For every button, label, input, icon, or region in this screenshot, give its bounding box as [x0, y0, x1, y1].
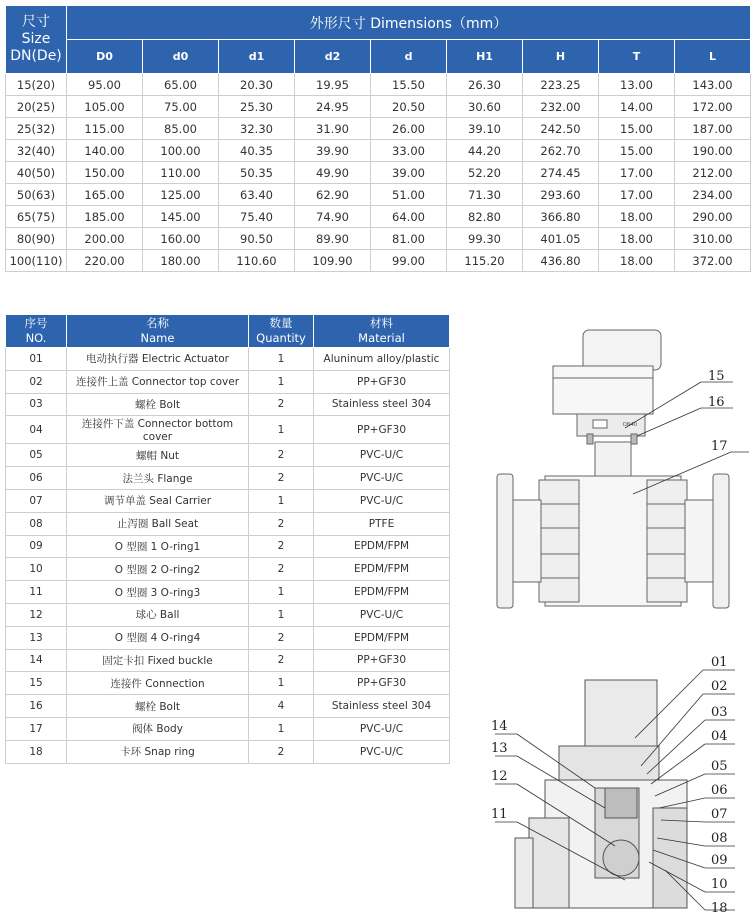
- dim-cell: 33.00: [371, 140, 447, 162]
- dim-cell: 75.00: [143, 96, 219, 118]
- dim-cell: 290.00: [675, 206, 751, 228]
- part-material-cell: PP+GF30: [314, 672, 450, 695]
- part-no-cell: 12: [6, 603, 67, 626]
- callout-02: 02: [711, 679, 728, 694]
- dim-cell: 31.90: [295, 118, 371, 140]
- part-qty-cell: 1: [249, 489, 314, 512]
- callout-11: 11: [491, 807, 508, 822]
- part-material-cell: PP+GF30: [314, 649, 450, 672]
- parts-col-header: [67, 315, 249, 348]
- part-material-cell: EPDM/FPM: [314, 581, 450, 604]
- parts-table-body: [6, 348, 450, 764]
- part-material-cell: Aluninum alloy/plastic: [314, 348, 450, 371]
- dim-col-header: d: [371, 40, 447, 74]
- part-name-cell: 卡环 Snap ring: [67, 740, 249, 763]
- part-name-cell: O 型圈 4 O-ring4: [67, 626, 249, 649]
- dim-cell: 32.30: [219, 118, 295, 140]
- part-qty-cell: 1: [249, 370, 314, 393]
- part-name-cell: 电动执行器 Electric Actuator: [67, 348, 249, 371]
- header-line-zh: 数量: [269, 316, 293, 330]
- dim-cell: 63.40: [219, 184, 295, 206]
- part-material-cell: EPDM/FPM: [314, 535, 450, 558]
- dim-cell: 50.35: [219, 162, 295, 184]
- callout-12: 12: [491, 769, 508, 784]
- dim-col-header: T: [599, 40, 675, 74]
- dim-col-header: D0: [67, 40, 143, 74]
- dim-cell: 212.00: [675, 162, 751, 184]
- size-header-line1: 尺寸 Size: [21, 14, 51, 47]
- dim-cell: 39.10: [447, 118, 523, 140]
- part-qty-cell: 2: [249, 740, 314, 763]
- part-material-cell: PVC-U/C: [314, 489, 450, 512]
- part-no-cell: 10: [6, 558, 67, 581]
- part-qty-cell: 1: [249, 717, 314, 740]
- part-no-cell: 03: [6, 393, 67, 416]
- part-name-cell: 连接件上盖 Connector top cover: [67, 370, 249, 393]
- part-no-cell: 13: [6, 626, 67, 649]
- callout-15: 15: [708, 369, 725, 384]
- part-no-cell: 04: [6, 416, 67, 444]
- callout-18: 18: [711, 901, 728, 916]
- dim-cell: 99.00: [371, 250, 447, 272]
- dimensions-table-body: [6, 74, 751, 272]
- table-row: [6, 228, 751, 250]
- parts-table: [5, 314, 450, 764]
- part-name-cell: 止泻圈 Ball Seat: [67, 512, 249, 535]
- dim-cell: 220.00: [67, 250, 143, 272]
- header-line-zh: 材料: [370, 316, 393, 330]
- part-no-cell: 16: [6, 695, 67, 718]
- table-row: [6, 370, 450, 393]
- table-row: [6, 250, 751, 272]
- callout-16: 16: [708, 395, 725, 410]
- size-cell: 80(90): [6, 228, 67, 250]
- dim-cell: 310.00: [675, 228, 751, 250]
- dim-cell: 145.00: [143, 206, 219, 228]
- part-name-cell: 法兰头 Flange: [67, 467, 249, 490]
- part-qty-cell: 1: [249, 581, 314, 604]
- table-row: [6, 581, 450, 604]
- part-no-cell: 07: [6, 489, 67, 512]
- callout-13: 13: [491, 741, 508, 756]
- part-qty-cell: 1: [249, 672, 314, 695]
- table-row: [6, 416, 450, 444]
- size-cell: 50(63): [6, 184, 67, 206]
- dimensions-table: [5, 5, 751, 272]
- dim-cell: 293.60: [523, 184, 599, 206]
- part-name-cell: 螺帽 Nut: [67, 444, 249, 467]
- header-line-en: NO.: [25, 331, 47, 345]
- dim-col-header: d1: [219, 40, 295, 74]
- size-cell: 20(25): [6, 96, 67, 118]
- parts-col-header: [314, 315, 450, 348]
- part-no-cell: 17: [6, 717, 67, 740]
- part-no-cell: 11: [6, 581, 67, 604]
- dim-cell: 165.00: [67, 184, 143, 206]
- dim-cell: 115.20: [447, 250, 523, 272]
- dim-cell: 99.30: [447, 228, 523, 250]
- part-material-cell: Stainless steel 304: [314, 393, 450, 416]
- header-line-en: Material: [358, 331, 405, 345]
- size-header: [6, 6, 67, 74]
- dim-cell: 15.00: [599, 140, 675, 162]
- dim-cell: 109.90: [295, 250, 371, 272]
- part-name-cell: O 型圈 3 O-ring3: [67, 581, 249, 604]
- dim-cell: 20.50: [371, 96, 447, 118]
- table-row: [6, 535, 450, 558]
- table-row: [6, 184, 751, 206]
- dim-cell: 30.60: [447, 96, 523, 118]
- dim-cell: 65.00: [143, 74, 219, 96]
- part-qty-cell: 1: [249, 603, 314, 626]
- valve-exterior-drawing: [497, 330, 729, 608]
- dim-cell: 18.00: [599, 250, 675, 272]
- part-material-cell: PP+GF30: [314, 370, 450, 393]
- part-qty-cell: 1: [249, 416, 314, 444]
- parts-col-header: [6, 315, 67, 348]
- part-no-cell: 15: [6, 672, 67, 695]
- part-material-cell: PVC-U/C: [314, 444, 450, 467]
- part-no-cell: 02: [6, 370, 67, 393]
- dim-cell: 81.00: [371, 228, 447, 250]
- dim-cell: 26.30: [447, 74, 523, 96]
- callout-07: 07: [711, 807, 728, 822]
- part-qty-cell: 2: [249, 444, 314, 467]
- table-row: [6, 96, 751, 118]
- part-material-cell: PVC-U/C: [314, 740, 450, 763]
- dim-cell: 39.00: [371, 162, 447, 184]
- valve-drawings: [455, 318, 755, 917]
- dim-cell: 18.00: [599, 206, 675, 228]
- dim-cell: 185.00: [67, 206, 143, 228]
- dim-cell: 64.00: [371, 206, 447, 228]
- part-qty-cell: 4: [249, 695, 314, 718]
- dim-cell: 17.00: [599, 184, 675, 206]
- dim-cell: 74.90: [295, 206, 371, 228]
- callout-09: 09: [711, 853, 728, 868]
- dim-col-header: H1: [447, 40, 523, 74]
- part-no-cell: 06: [6, 467, 67, 490]
- dim-cell: 187.00: [675, 118, 751, 140]
- table-row: [6, 558, 450, 581]
- callout-06: 06: [711, 783, 728, 798]
- part-name-cell: 连接件下盖 Connector bottom cover: [67, 416, 249, 444]
- callout-05: 05: [711, 759, 728, 774]
- dim-cell: 25.30: [219, 96, 295, 118]
- part-qty-cell: 2: [249, 626, 314, 649]
- part-no-cell: 14: [6, 649, 67, 672]
- dim-cell: 19.95: [295, 74, 371, 96]
- table-row: [6, 393, 450, 416]
- part-no-cell: 18: [6, 740, 67, 763]
- dim-cell: 150.00: [67, 162, 143, 184]
- dim-cell: 436.80: [523, 250, 599, 272]
- table-row: [6, 140, 751, 162]
- dim-cell: 82.80: [447, 206, 523, 228]
- callout-01: 01: [711, 655, 728, 670]
- dim-cell: 110.00: [143, 162, 219, 184]
- dim-cell: 13.00: [599, 74, 675, 96]
- size-cell: 15(20): [6, 74, 67, 96]
- callout-10: 10: [711, 877, 728, 892]
- table-row: [6, 626, 450, 649]
- part-name-cell: 螺栓 Bolt: [67, 695, 249, 718]
- dim-cell: 274.45: [523, 162, 599, 184]
- dim-cell: 242.50: [523, 118, 599, 140]
- table-row: [6, 118, 751, 140]
- dim-cell: 85.00: [143, 118, 219, 140]
- callout-14: 14: [491, 719, 508, 734]
- callout-03: 03: [711, 705, 728, 720]
- dim-cell: 15.50: [371, 74, 447, 96]
- dim-cell: 14.00: [599, 96, 675, 118]
- callout-08: 08: [711, 831, 728, 846]
- header-line-zh: 序号: [24, 316, 48, 330]
- dim-cell: 140.00: [67, 140, 143, 162]
- dim-cell: 180.00: [143, 250, 219, 272]
- part-name-cell: 连接件 Connection: [67, 672, 249, 695]
- dim-cell: 372.00: [675, 250, 751, 272]
- part-name-cell: O 型圈 1 O-ring1: [67, 535, 249, 558]
- dim-cell: 15.00: [599, 118, 675, 140]
- header-line-zh: 名称: [146, 316, 169, 330]
- part-qty-cell: 2: [249, 649, 314, 672]
- parts-col-header: [249, 315, 314, 348]
- dim-cell: 52.20: [447, 162, 523, 184]
- part-qty-cell: 2: [249, 535, 314, 558]
- size-cell: 65(75): [6, 206, 67, 228]
- dim-cell: 160.00: [143, 228, 219, 250]
- dim-cell: 71.30: [447, 184, 523, 206]
- dim-cell: 401.05: [523, 228, 599, 250]
- dim-cell: 262.70: [523, 140, 599, 162]
- dim-cell: 17.00: [599, 162, 675, 184]
- dim-cell: 40.35: [219, 140, 295, 162]
- dim-cell: 90.50: [219, 228, 295, 250]
- part-qty-cell: 2: [249, 393, 314, 416]
- part-material-cell: PVC-U/C: [314, 467, 450, 490]
- dim-cell: 24.95: [295, 96, 371, 118]
- part-name-cell: 固定卡扣 Fixed buckle: [67, 649, 249, 672]
- dim-cell: 190.00: [675, 140, 751, 162]
- dim-cell: 51.00: [371, 184, 447, 206]
- size-header-line2: DN(De): [10, 48, 62, 64]
- dim-cell: 100.00: [143, 140, 219, 162]
- dim-cell: 223.25: [523, 74, 599, 96]
- dim-cell: 20.30: [219, 74, 295, 96]
- dim-col-header: d2: [295, 40, 371, 74]
- table-row: [6, 467, 450, 490]
- part-qty-cell: 2: [249, 467, 314, 490]
- size-cell: 100(110): [6, 250, 67, 272]
- part-no-cell: 09: [6, 535, 67, 558]
- parts-column-headers: [6, 315, 450, 348]
- part-no-cell: 01: [6, 348, 67, 371]
- table-row: [6, 672, 450, 695]
- part-material-cell: EPDM/FPM: [314, 626, 450, 649]
- dim-cell: 110.60: [219, 250, 295, 272]
- part-name-cell: 阀体 Body: [67, 717, 249, 740]
- dim-cell: 18.00: [599, 228, 675, 250]
- part-name-cell: 调节单盖 Seal Carrier: [67, 489, 249, 512]
- dim-cell: 115.00: [67, 118, 143, 140]
- table-row: [6, 489, 450, 512]
- dim-cell: 105.00: [67, 96, 143, 118]
- dim-cell: 89.90: [295, 228, 371, 250]
- table-row: [6, 740, 450, 763]
- table-row: [6, 206, 751, 228]
- table-row: [6, 649, 450, 672]
- valve-cutaway-drawing: [515, 680, 687, 908]
- dim-cell: 172.00: [675, 96, 751, 118]
- dim-cell: 234.00: [675, 184, 751, 206]
- table-row: [6, 444, 450, 467]
- table-row: [6, 717, 450, 740]
- size-cell: 40(50): [6, 162, 67, 184]
- dimensions-column-headers: [6, 40, 751, 74]
- part-no-cell: 05: [6, 444, 67, 467]
- dim-col-header: H: [523, 40, 599, 74]
- dim-cell: 232.00: [523, 96, 599, 118]
- actuator-mark-text: DN40: [623, 422, 637, 428]
- table-row: [6, 603, 450, 626]
- dim-cell: 75.40: [219, 206, 295, 228]
- table-row: [6, 74, 751, 96]
- dim-cell: 95.00: [67, 74, 143, 96]
- table-row: [6, 348, 450, 371]
- size-cell: 25(32): [6, 118, 67, 140]
- dim-cell: 143.00: [675, 74, 751, 96]
- dim-cell: 125.00: [143, 184, 219, 206]
- callout-17: 17: [711, 439, 728, 454]
- header-line-en: Name: [140, 331, 175, 345]
- dim-cell: 49.90: [295, 162, 371, 184]
- part-material-cell: PP+GF30: [314, 416, 450, 444]
- part-name-cell: 球心 Ball: [67, 603, 249, 626]
- dimensions-group-header: 外形尺寸 Dimensions（mm）: [67, 6, 751, 40]
- dim-cell: 39.90: [295, 140, 371, 162]
- dim-cell: 366.80: [523, 206, 599, 228]
- part-qty-cell: 2: [249, 558, 314, 581]
- size-cell: 32(40): [6, 140, 67, 162]
- part-name-cell: O 型圈 2 O-ring2: [67, 558, 249, 581]
- part-no-cell: 08: [6, 512, 67, 535]
- dim-cell: 200.00: [67, 228, 143, 250]
- part-material-cell: PVC-U/C: [314, 603, 450, 626]
- dim-cell: 26.00: [371, 118, 447, 140]
- header-line-en: Quantity: [256, 331, 306, 345]
- part-material-cell: Stainless steel 304: [314, 695, 450, 718]
- dim-col-header: d0: [143, 40, 219, 74]
- table-row: [6, 162, 751, 184]
- part-material-cell: PTFE: [314, 512, 450, 535]
- part-qty-cell: 1: [249, 348, 314, 371]
- part-qty-cell: 2: [249, 512, 314, 535]
- table-row: [6, 512, 450, 535]
- dim-cell: 62.90: [295, 184, 371, 206]
- part-name-cell: 螺栓 Bolt: [67, 393, 249, 416]
- part-material-cell: PVC-U/C: [314, 717, 450, 740]
- callout-04: 04: [711, 729, 728, 744]
- dim-col-header: L: [675, 40, 751, 74]
- dim-cell: 44.20: [447, 140, 523, 162]
- table-row: [6, 695, 450, 718]
- part-material-cell: EPDM/FPM: [314, 558, 450, 581]
